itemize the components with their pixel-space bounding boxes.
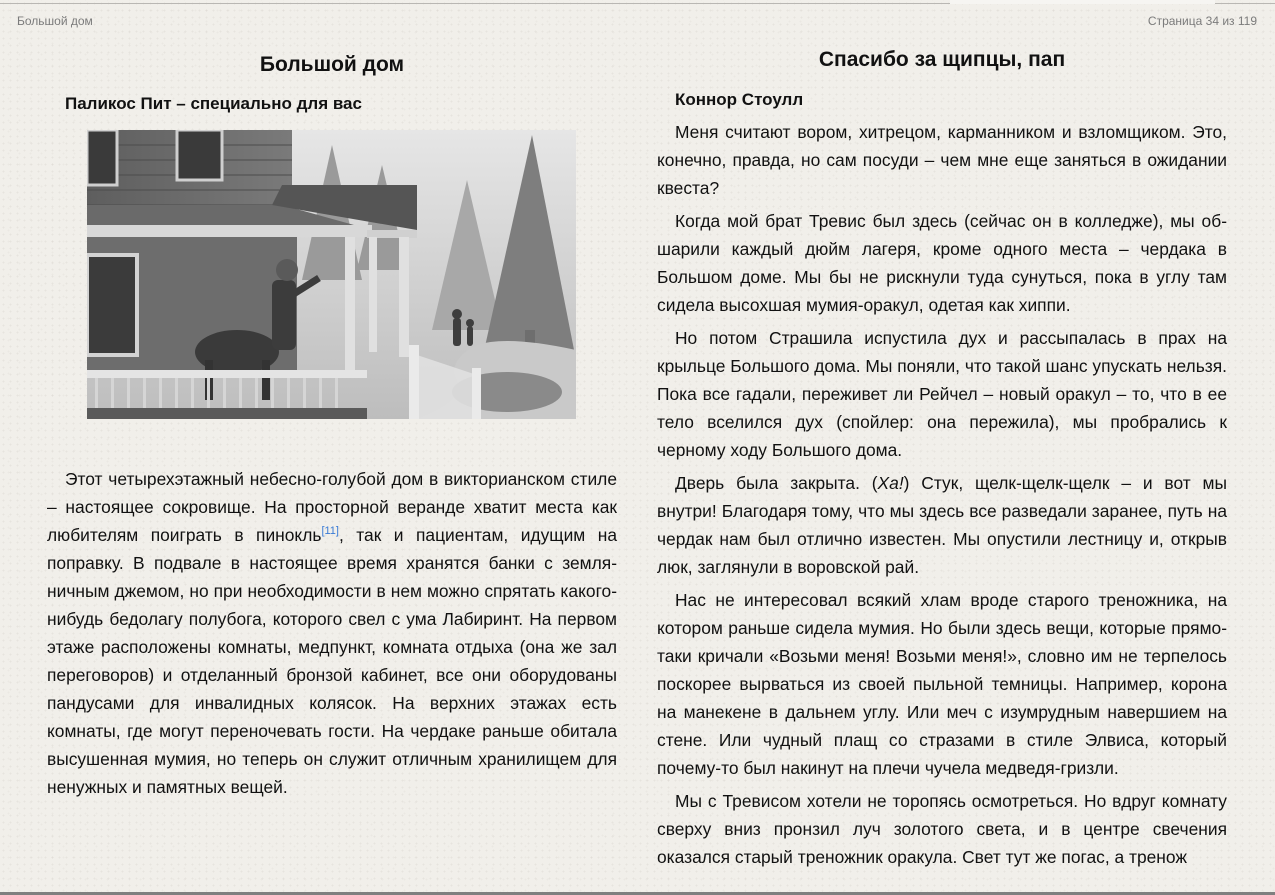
chapter-illustration xyxy=(87,130,576,419)
chapter-title: Большой дом xyxy=(259,53,405,76)
page-indicator: Страница 34 из 119 xyxy=(1147,14,1257,28)
right-body-text xyxy=(657,118,1227,876)
paragraph xyxy=(657,469,1227,581)
stair-post-lower xyxy=(472,368,481,419)
paragraph: Мы с Тревисом хотели не торопясь осмотреться. Но вдруг комнату сверху вниз пронзил луч золотого света, и в центре свечения оказался старый треножник оракула. Свет тут же погас, а тренож xyxy=(657,791,1227,867)
porch-rail xyxy=(87,370,367,378)
porch-beam xyxy=(87,225,372,237)
top-tab xyxy=(950,0,1215,4)
stair-post xyxy=(409,345,419,419)
illustration-drawing xyxy=(87,130,576,419)
upper-window-right xyxy=(177,130,222,180)
paragraph-text: ) Стук, щелк-щелк-щелк – и вот мы внутри! Благодаря тому, что мы здесь все разведали заранее, путь на чердак нам был отлично известен. Мы опустили лестницу и, открыв люк, заглянули в воровской рай. xyxy=(657,473,1227,577)
side-beam xyxy=(367,230,417,238)
footnote-link[interactable]: [11] xyxy=(321,525,339,538)
running-head-book-title: Большой дом xyxy=(17,14,93,28)
chapter-author: Коннор Стоулл xyxy=(675,90,804,109)
paragraph: Нас не интересовал всякий хлам вроде старого треножника, на котором раньше сидела мумия. Но были здесь вещи, которые прямо-таки кричали «Возьми меня! Возьми меня!», словно им не терпелось поскорее вырваться из своей пыльной темницы. Например, корона на манекене в дальнем углу. Или меч с изумрудным навершием на стене. Или чудный плащ со стразами в стиле Элвиса, который почему-то был накинут на плечи чучела медведя-гризли. xyxy=(657,590,1227,778)
emphasis: Ха! xyxy=(877,473,904,493)
left-body-text xyxy=(47,465,617,806)
porch-floor xyxy=(87,408,367,419)
upper-window-left xyxy=(87,130,117,185)
paragraph-text: Этот четырехэтажный небесно-голубой дом в викторианском стиле – настоящее сокровище. На просторной веранде хватит места как любителям поиграть в пинокль xyxy=(47,469,617,545)
porch-columns xyxy=(345,237,409,372)
paragraph: Но потом Страшила испустила дух и рассыпалась в прах на крыльце Большого дома. Мы поняли, что такой шанс упускать нельзя. Пока все гадали, переживет ли Рейчел – новый оракул – то, что в ее тело вселился дух (спойлер: она пережила), мы пробрались к черному ходу Большого дома. xyxy=(657,328,1227,460)
paragraph-text: , так и пациентам, идущим на поправку. В подвале в настоящее время хранятся банки с земляничным джемом, но при необходимости в нем можно спрятать какого-нибудь бедолагу полубога, которого свел с ума Лабиринт. На первом этаже расположены комнаты, медпункт, комната отдыха (она же зал переговоров) и отделанный бронзой кабинет, все они оборудованы пандусами для инвалидных колясок. На верхних этажах есть комнаты, где могут переночевать гости. На чердаке раньше обитала высушенная мумия, но теперь он служит отличным хранилищем для ненужных и памятных вещей. xyxy=(47,525,617,797)
chapter-subtitle: Паликос Пит – специально для вас xyxy=(65,94,362,113)
paragraph: Когда мой брат Тревис был здесь (сейчас он в колледже), мы обшарили каждый дюйм лагеря, кроме одного места – чердака в Большом доме. Мы бы не рискнули туда сунуться, пока в углу там сидела высохшая мумия-оракул, одетая как хиппи. xyxy=(657,211,1227,315)
paragraph-text: Дверь была закрыта. ( xyxy=(675,473,878,493)
paragraph: Меня считают вором, хитрецом, карманником и взломщиком. Это, конечно, правда, но сам посуди – чем мне еще заняться в ожидании квеста? xyxy=(657,122,1227,198)
chapter-title: Спасибо за щипцы, пап xyxy=(818,48,1066,71)
lower-window xyxy=(87,255,137,355)
paragraph xyxy=(47,465,617,801)
